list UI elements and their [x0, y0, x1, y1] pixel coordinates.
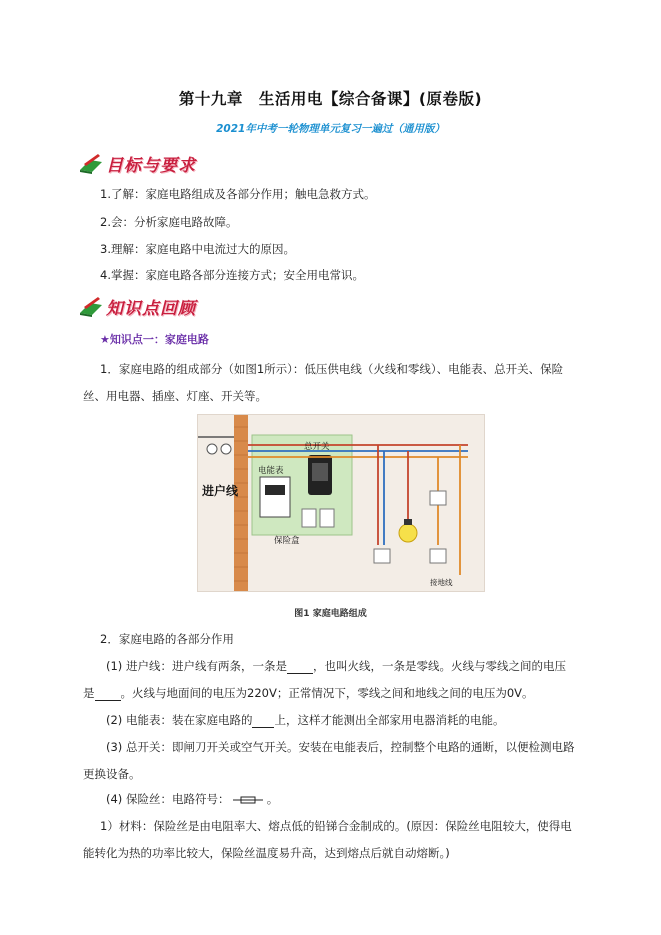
- fill-blank: [252, 713, 274, 728]
- paragraph-line: 1．家庭电路的组成部分（如图1所示）：低压供电线（火线和零线）、电能表、总开关、保险: [100, 362, 564, 376]
- text-span: 。: [266, 792, 279, 806]
- fill-blank: [95, 686, 121, 701]
- figure-label-incoming: 进户线: [202, 484, 239, 498]
- paragraph-line: 能转化为热的功率比较大，保险丝温度易升高，达到熔点后就自动熔断。): [83, 846, 450, 860]
- paragraph-line: [106, 791, 278, 807]
- text-span: (4) 保险丝：电路符号：: [106, 792, 230, 806]
- text-span: ，也叫火线，一条是零线。火线与零线之间的电压: [312, 659, 566, 673]
- page-subtitle: 2021年中考一轮物理单元复习一遍过（通用版）: [216, 123, 445, 135]
- paragraph-line: (3) 总开关：即闸刀开关或空气开关。安装在电能表后，控制整个电路的通断，以便检测电路: [106, 740, 575, 754]
- goal-item: 2.会：分析家庭电路故障。: [100, 215, 238, 229]
- fuse-symbol-icon: [233, 795, 263, 805]
- paragraph-line: [83, 685, 534, 701]
- section-heading-review: [78, 294, 196, 318]
- fill-blank: [287, 659, 313, 674]
- paragraph-line: 更换设备。: [83, 767, 141, 781]
- figure-label-fuse-box: 保险盒: [274, 536, 300, 546]
- goal-item: 3.理解：家庭电路中电流过大的原因。: [100, 242, 295, 256]
- section-heading-text: 目标与要求: [106, 155, 196, 176]
- text-span: (2) 电能表：装在家庭电路的: [106, 713, 253, 727]
- pen-book-icon: [78, 295, 104, 317]
- text-span: 是: [83, 686, 95, 700]
- paragraph-line: [106, 712, 504, 728]
- knowledge-point-title: ★知识点一：家庭电路: [100, 333, 209, 346]
- goal-item: 4.掌握：家庭电路各部分连接方式；安全用电常识。: [100, 268, 364, 282]
- paragraph-line: 2．家庭电路的各部分作用: [100, 632, 234, 646]
- paragraph-line: 1）材料：保险丝是由电阻率大、熔点低的铅锑合金制成的。(原因：保险丝电阻较大，使得电: [100, 819, 572, 833]
- section-heading-goals: [78, 151, 196, 175]
- page-title: 第十九章 生活用电【综合备课】(原卷版): [178, 90, 483, 108]
- figure-label-main-switch: 总开关: [304, 442, 330, 452]
- figure-caption: 图1 家庭电路组成: [294, 609, 367, 619]
- paragraph-line: [106, 658, 566, 674]
- goal-item: 1.了解：家庭电路组成及各部分作用；触电急救方式。: [100, 187, 376, 201]
- text-span: 。火线与地面间的电压为220V；正常情况下，零线之间和地线之间的电压为0V。: [120, 686, 534, 700]
- figure-label-ground: 接地线: [430, 578, 453, 587]
- circuit-figure: [197, 414, 485, 592]
- paragraph-line: 丝、用电器、插座、灯座、开关等。: [83, 389, 267, 403]
- pen-book-icon: [78, 152, 104, 174]
- figure-label-meter: 电能表: [258, 466, 284, 476]
- text-span: 上，这样才能测出全部家用电器消耗的电能。: [274, 713, 505, 727]
- section-heading-text: 知识点回顾: [106, 298, 196, 319]
- text-span: (1) 进户线：进户线有两条，一条是: [106, 659, 287, 673]
